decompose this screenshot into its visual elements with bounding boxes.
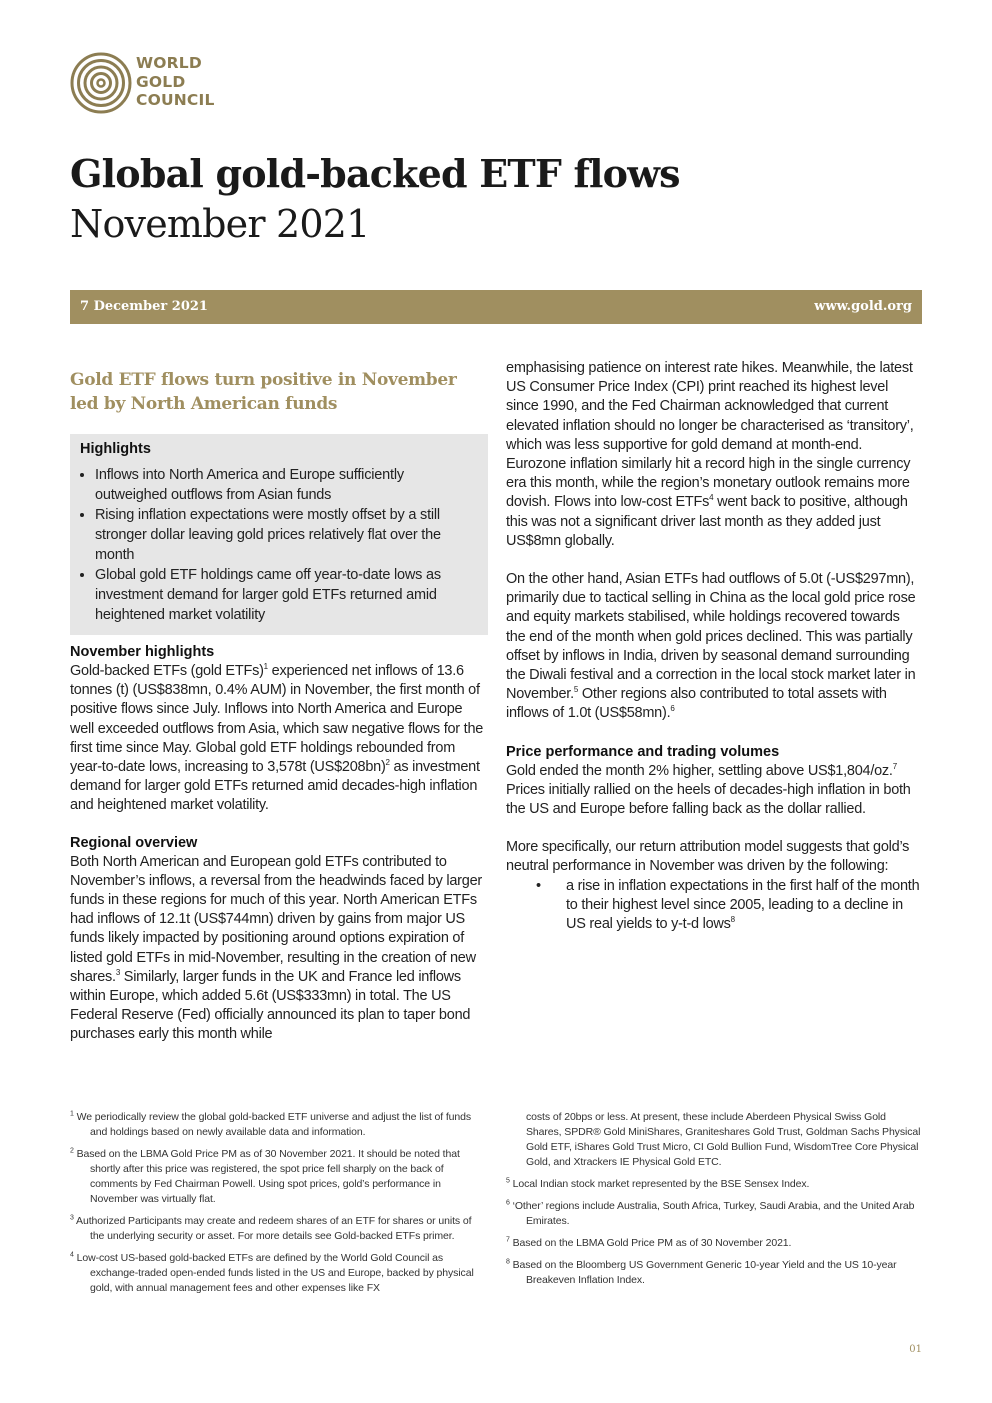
text-run: Gold-backed ETFs (gold ETFs) xyxy=(70,663,264,679)
attribution-paragraph: More specifically, our return attribution model suggests that gold’s neutral performance in November was driven by the following: xyxy=(506,839,910,875)
text-run: Other regions also contributed to total assets with inflows of 1.0t (US$58mn). xyxy=(506,686,887,722)
footnote xyxy=(506,1236,922,1251)
footnote xyxy=(70,1251,488,1296)
text-run: as investment demand for larger gold ETFs returned amid decades-high inflation and heightened market volatility. xyxy=(70,759,480,814)
bullet-icon: • xyxy=(536,877,541,894)
logo-wordmark xyxy=(136,54,215,110)
footnote-text: Based on the LBMA Gold Price PM as of 30 November 2021. It should be noted that shortly after this price was registered, the spot price fell sharply on the back of comments by Fed Chairman Powell. Using spot prices, gold’s performance in November was virtually flat. xyxy=(76,1148,460,1205)
date-band xyxy=(70,290,922,324)
footnote xyxy=(70,1214,488,1244)
section-heading: Gold ETF flows turn positive in November led by North American funds xyxy=(70,370,457,414)
footnote xyxy=(506,1199,922,1229)
logo-line: GOLD xyxy=(136,72,186,91)
footnotes-left xyxy=(70,1110,488,1303)
footnote-ref-2[interactable]: 2 xyxy=(385,758,390,768)
regional-overview-heading: Regional overview xyxy=(70,834,198,851)
text-run: experienced net inflows of 13.6 tonnes (t) (US$838mn, 0.4% AUM) in November, the first month of positive flows since July. Inflows into North America and Europe well exceeded outflows from Asia, which saw negative flows for the first time since May. Global gold ETF holdings rebounded from year-to-date lows, increasing to 3,578t (US$208bn) xyxy=(70,663,484,776)
footnote xyxy=(70,1147,488,1207)
page-number: 01 xyxy=(909,1344,922,1355)
left-column xyxy=(70,368,488,1045)
footnote-ref-4[interactable]: 4 xyxy=(709,493,714,503)
text-run: Both North American and European gold ETFs contributed to November’s inflows, a reversal from the headwinds faced by larger funds in these regions for much of this year. North American ETFs had inflows of 12.1t (US$744mn) driven by gains from major US funds likely impacted by positioning around options expiration of listed gold ETFs in mid-November, resulting in the creation of new shares. xyxy=(70,853,482,985)
website-link[interactable]: www.gold.org xyxy=(814,299,912,314)
price-performance-heading: Price performance and trading volumes xyxy=(506,743,780,760)
footnote-text: Based on the Bloomberg US Government Generic 10-year Yield and the US 10-year Breakeven Inflation Index. xyxy=(512,1259,897,1286)
november-highlights-heading: November highlights xyxy=(70,644,215,660)
highlights-box xyxy=(70,434,488,635)
text-run: On the other hand, Asian ETFs had outflows of 5.0t (-US$297mn), primarily due to tactical selling in China as the local gold price rose and equity markets stabilised, while holdings recovered towards the end of the month when gold prices declined. This was partially offset by inflows in India, driven by seasonal demand surrounding the Diwali festival and a correction in the local stock market later in November. xyxy=(506,571,916,703)
logo-line: COUNCIL xyxy=(136,91,215,109)
footnote-number: 2 xyxy=(70,1147,74,1155)
publication-date: 7 December 2021 xyxy=(80,299,208,314)
highlights-list xyxy=(80,465,478,625)
highlight-item: • Global gold ETF holdings came off year-to-date lows as investment demand for larger gold ETFs returned amid heightened market volatility xyxy=(95,565,478,625)
footnote-number: 3 xyxy=(70,1214,74,1222)
text-run: Gold ended the month 2% higher, settling above US$1,804/oz. xyxy=(506,762,893,779)
text-run: a rise in inflation expectations in the first half of the month to their highest level since 2005, leading to a decline in US real yields to y-t-d lows xyxy=(566,877,920,933)
text-run: went back to positive, although this was not a significant driver last month as they added just US$8mn globally. xyxy=(506,494,908,549)
footnote-number: 7 xyxy=(506,1236,510,1244)
text-run: emphasising patience on interest rate hikes. Meanwhile, the latest US Consumer Price Index (CPI) print reached its highest level since 1990, and the Fed Chairman acknowledged that current elevated inflation should no longer be characterised as ‘transitory’, which was less supportive for gold demand at month-end. Eurozone inflation similarly hit a record high in the single currency era this month, while the region’s monetary outlook remains more dovish. Flows into low-cost ETFs xyxy=(506,360,914,511)
footnotes-right xyxy=(506,1110,922,1295)
footnote-number: 4 xyxy=(70,1251,74,1259)
footnote-number: 5 xyxy=(506,1177,510,1185)
world-gold-council-logo xyxy=(70,52,250,114)
footnote-ref-5[interactable]: 5 xyxy=(573,685,579,695)
footnote-text: Local Indian stock market represented by the BSE Sensex Index. xyxy=(512,1178,810,1190)
november-highlights-paragraph xyxy=(70,662,488,816)
footnote-ref-3[interactable]: 3 xyxy=(115,968,121,978)
footnote xyxy=(70,1110,488,1140)
asia-paragraph xyxy=(506,570,922,724)
footnote xyxy=(506,1177,922,1192)
list-item xyxy=(506,877,922,935)
footnote-text: Authorized Participants may create and redeem shares of an ETF for shares or units of the underlying security or asset. For more details see Gold-backed ETFs primer. xyxy=(76,1215,472,1242)
footnote-text: Based on the LBMA Gold Price PM as of 30 November 2021. xyxy=(512,1237,792,1249)
footnote-ref-7[interactable]: 7 xyxy=(892,761,897,771)
footnote-number: 8 xyxy=(506,1258,510,1266)
footnote-text: Low-cost US-based gold-backed ETFs are defined by the World Gold Council as exchange-traded open-ended funds listed in the US and Europe, backed by physical gold, with annual management fees and other expenses like FX xyxy=(76,1252,474,1294)
footnote-ref-6[interactable]: 6 xyxy=(670,704,675,714)
logo-line: WORLD xyxy=(136,54,202,72)
footnote-number: 1 xyxy=(70,1110,74,1118)
regional-overview-paragraph xyxy=(70,853,488,1045)
text-run: Prices initially rallied on the heels of decades-high inflation in both the US and Europe before falling back as the dollar rallied. xyxy=(506,781,911,818)
price-paragraph xyxy=(506,762,922,820)
page-subtitle: November 2021 xyxy=(70,202,370,246)
highlight-item: • Rising inflation expectations were mostly offset by a still stronger dollar leaving gold prices relatively flat over the month xyxy=(95,505,478,565)
highlights-title: Highlights xyxy=(80,441,151,457)
footnote-text: ‘Other’ regions include Australia, South Africa, Turkey, Saudi Arabia, and the United Arab Emirates. xyxy=(512,1200,915,1227)
footnote-ref-1[interactable]: 1 xyxy=(263,662,268,672)
footnote xyxy=(506,1258,922,1288)
footnote-ref-8[interactable]: 8 xyxy=(730,915,735,925)
page-title: Global gold-backed ETF flows xyxy=(70,151,680,196)
concentric-rings-icon xyxy=(70,52,132,114)
attribution-list xyxy=(506,877,922,935)
text-run: Similarly, larger funds in the UK and France led inflows within Europe, which added 5.6t (US$333mn) in total. The US Federal Reserve (Fed) officially announced its plan to taper bond purchases early this month while xyxy=(70,968,471,1043)
footnote-continuation: costs of 20bps or less. At present, these include Aberdeen Physical Swiss Gold Shares, SPDR® Gold MiniShares, Graniteshares Gold Trust, Goldman Sachs Physical Gold ETF, iShares Gold Trust Micro, CI Gold Bullion Fund, WisdomTree Core Physical Gold, and Xtrackers IE Physical Gold ETC. xyxy=(526,1111,921,1168)
footnote-text: We periodically review the global gold-backed ETF universe and adjust the list of funds and holdings based on newly available data and information. xyxy=(76,1111,472,1138)
fed-paragraph xyxy=(506,359,922,551)
highlight-item: • Inflows into North America and Europe sufficiently outweighed outflows from Asian funds xyxy=(95,465,478,505)
footnote-number: 6 xyxy=(506,1199,510,1207)
right-column xyxy=(506,359,922,934)
